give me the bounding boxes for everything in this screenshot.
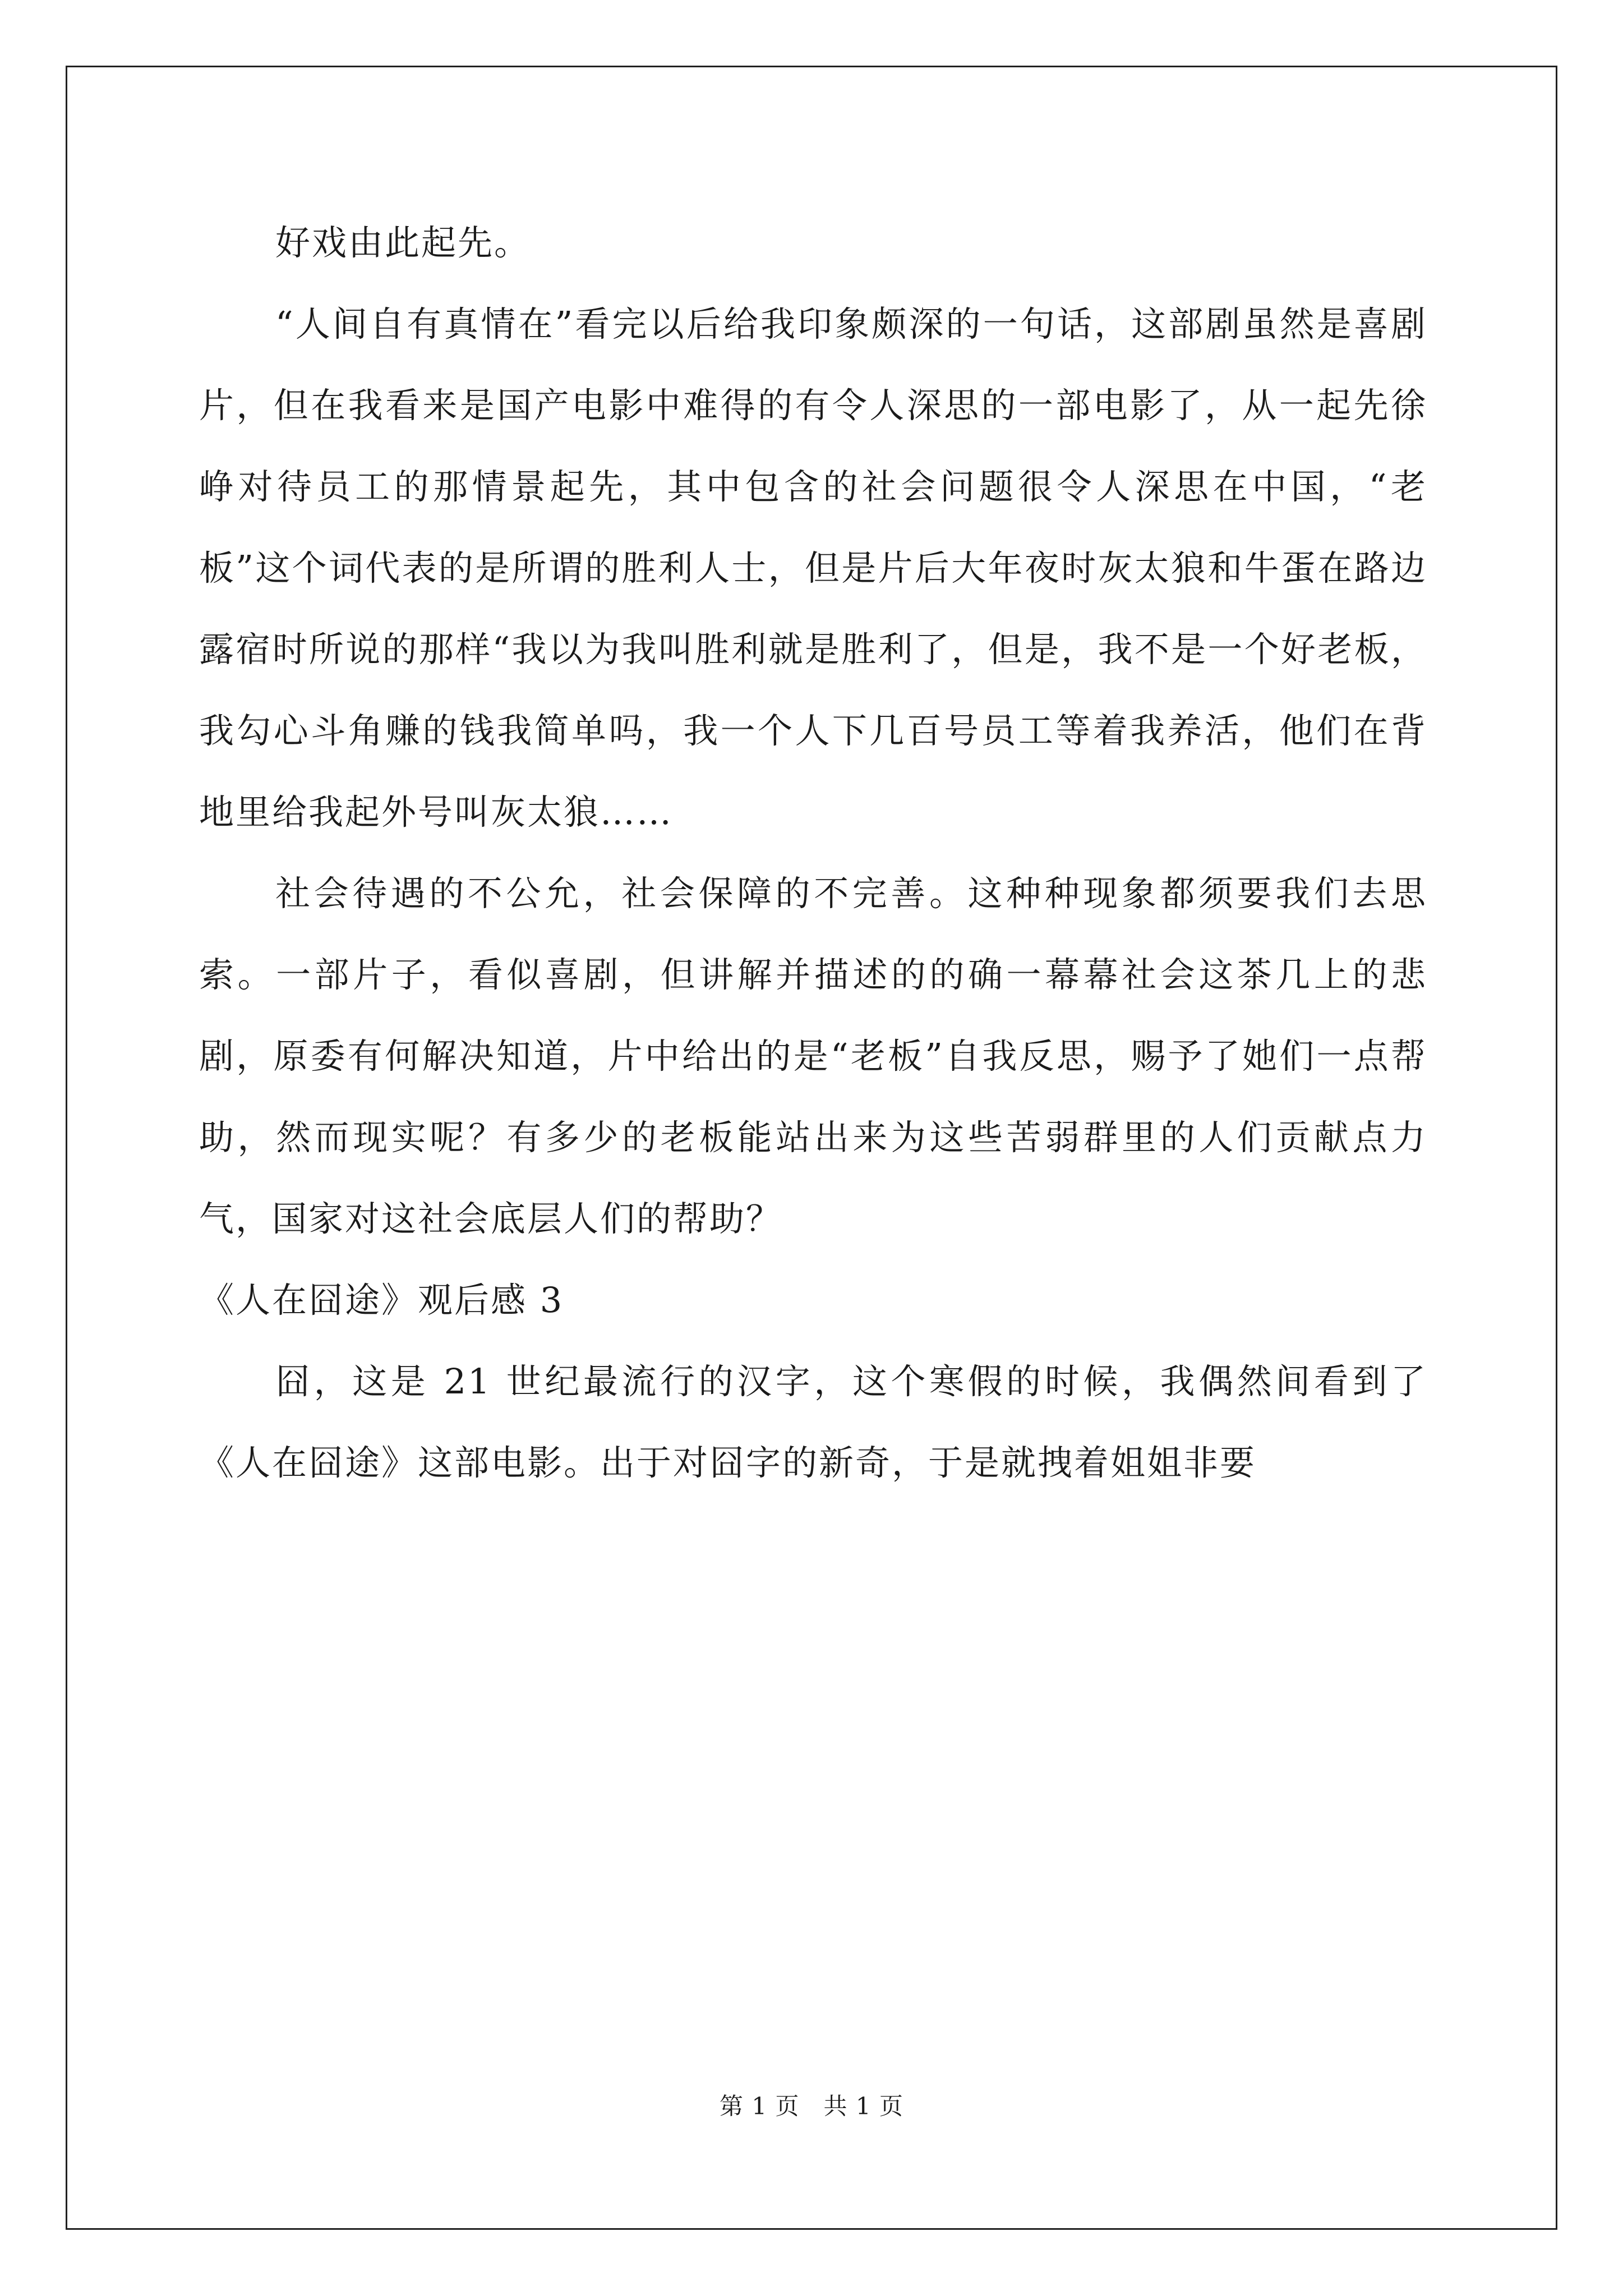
paragraph-2: “人间自有真情在”看完以后给我印象颇深的一句话，这部剧虽然是喜剧片，但在我看来是国产电影中难得的有令人深思的一部电影了，从一起先徐峥对待员工的那情景起先，其中包含的社会问题很令人深思在中国，“老板”这个词代表的是所谓的胜利人士，但是片后大年夜时灰太狼和牛蛋在路边露宿时所说的那样“我以为我叫胜利就是胜利了，但是，我不是一个好老板，我勾心斗角赚的钱我简单吗，我一个人下几百号员工等着我养活，他们在背地里给我起外号叫灰太狼…… [199, 303, 1427, 832]
paragraph-4: 囧，这是 21 世纪最流行的汉字，这个寒假的时候，我偶然间看到了《人在囧途》这部电影。出于对囧字的新奇，于是就拽着姐姐非要 [199, 1361, 1427, 1483]
paragraph-1: 好戏由此起先。 [275, 222, 531, 263]
page-footer: 第 1 页 共 1 页 [720, 2092, 903, 2120]
section-heading: 《人在囧途》观后感 3 [199, 1280, 564, 1320]
document-body [199, 202, 1427, 1503]
paragraph-3: 社会待遇的不公允，社会保障的不完善。这种种现象都须要我们去思索。一部片子，看似喜剧，但讲解并描述的的确一幕幕社会这茶几上的悲剧，原委有何解决知道，片中给出的是“老板”自我反思，赐予了她们一点帮助，然而现实呢？有多少的老板能站出来为这些苦弱群里的人们贡献点力气，国家对这社会底层人们的帮助？ [199, 873, 1427, 1239]
